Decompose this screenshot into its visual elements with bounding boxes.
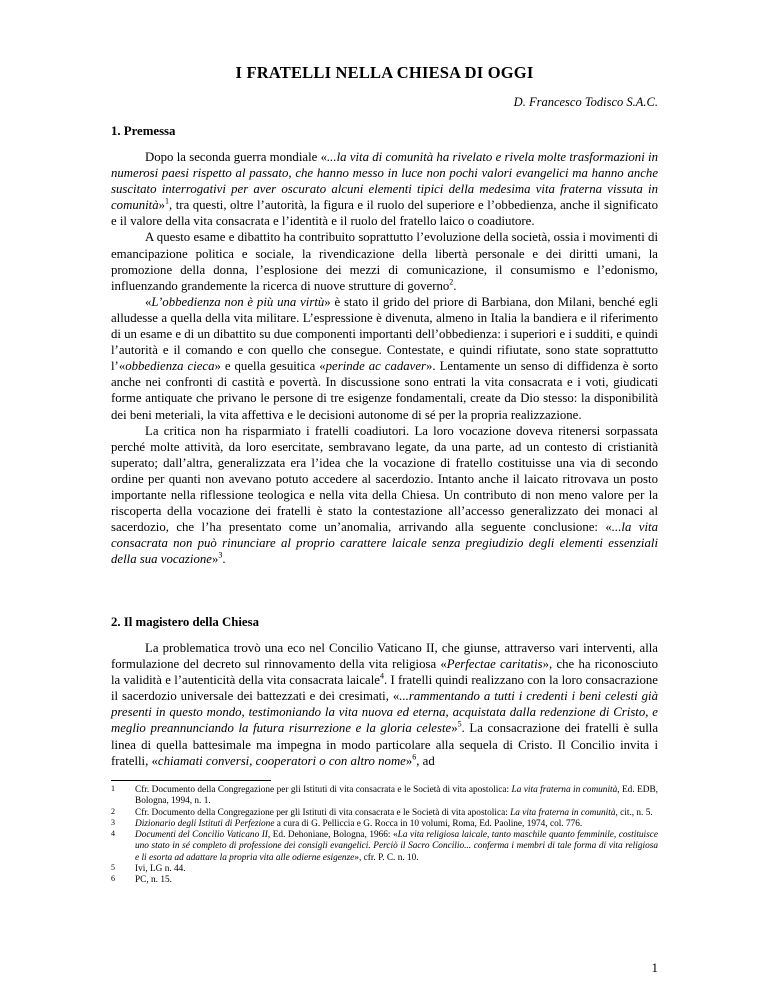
section-heading-magistero: 2. Il magistero della Chiesa	[111, 615, 259, 629]
footnote: 4 Documenti del Concilio Vaticano II, Ed. Dehoniane, Bologna, 1966: «La vita religiosa laicale, tanto maschile quanto femminile, costituisce uno stato in sé completo di professione dei consigli evangelici. Perciò il Sacro Concilio... conferma i membri di tale forma di vita religiosa e li esorta ad adattare la propria vita alle odierne esigenze», cfr. P. C. n. 10.	[111, 829, 658, 863]
section-heading-premessa: 1. Premessa	[111, 124, 176, 138]
paragraph: La critica non ha risparmiato i fratelli coadiutori. La loro vocazione doveva ritenersi sorpassata perché molte attività, da loro esercitate, sembravano legate, da una parte, ad un contesto di cristianità superato; dall’altra, generalizzata era l’idea che la vocazione di fratello costituisse una via di secondo ordine per quanti non avevano potuto accedere al sacerdozio. Intanto anche il laicato ritrovava un posto importante nella riflessione teologica e nella vita della Chiesa. Un contributo di non meno valore per la riscoperta della vocazione dei fratelli è stato la contestazione all’accesso generalizzato dei monaci al sacerdozio, che l’ha presentato come un’anomalia, arrivando alla seguente conclusione: «...la vita consacrata non può rinunciare al proprio carattere laicale senza pregiudizio degli elementi essenziali della sua vocazione»$^3$.	[111, 423, 658, 567]
page-number: 1	[651, 960, 658, 975]
section-magistero-body	[111, 640, 658, 769]
footnote: 3 Dizionario degli Istituti di Perfezione a cura di G. Pelliccia e G. Rocca in 10 volumi, Roma, Ed. Paoline, 1974, col. 776.	[111, 817, 583, 829]
footnote: 1 Cfr. Documento della Congregazione per gli Istituti di vita consacrata e le Società di vita apostolica: La vita fraterna in comunità, Ed. EDB, Bologna, 1994, n. 1.	[111, 784, 658, 807]
paragraph: Dopo la seconda guerra mondiale «...la vita di comunità ha rivelato e rivela molte trasformazioni in numerosi paesi rispetto al passato, che hanno messo in luce non pochi valori evangelici ma hanno anche suscitato interrogativi per aver oscurato alcuni elementi tipici della medesima vita fraterna vissuta in comunità»$^1$, tra questi, oltre l’autorità, la figura e il ruolo del superiore e l’obbedienza, anche il significato e il valore della vita consacrata e l’identità e il ruolo del fratello laico o coadiutore.	[111, 150, 658, 229]
paragraph: La problematica trovò una eco nel Concilio Vaticano II, che giunse, attraverso vari interventi, alla formulazione del decreto sul rinnovamento della vita religiosa «Perfectae caritatis», che ha riconosciuto la validità e l’autenticità della vita consacrata laicale$^4$. I fratelli quindi realizzano con la loro consacrazione il sacerdozio universale dei battezzati e dei cresimati, «...rammentando a tutti i credenti i beni celesti già presenti in questo mondo, testimoniando la vita nuova ed eterna, acquistata dalla redenzione di Cristo, e meglio preannunciando la futura risurrezione e la gloria celeste»$^5$. La consacrazione dei fratelli è sulla linea di quella battesimale ma impegna in modo particolare alla sequela di Cristo. Il Concilio invita i fratelli, «chiamati conversi, cooperatori o con altro nome»$^6$, ad	[111, 641, 659, 768]
footnote: 2 Cfr. Documento della Congregazione per gli Istituti di vita consacrata e le Società di vita apostolica: La vita fraterna in comunità, cit., n. 5.	[111, 806, 653, 818]
footnote-separator	[111, 780, 271, 781]
footnote: 6 PC, n. 15.	[111, 874, 172, 886]
section-premessa-body	[111, 149, 658, 567]
paragraph: A questo esame e dibattito ha contribuito soprattutto l’evoluzione della società, ossia i movimenti di emancipazione politica e sociale, la rivendicazione della libertà personale e dei diritti umani, la promozione della donna, l’esplosione dei mezzi di comunicazione, il consumismo e l’edonismo, influenzando grandemente la ricerca di nuove strutture di governo$^2$.	[111, 230, 658, 293]
paragraph: «L’obbedienza non è più una virtù» è stato il grido del priore di Barbiana, don Milani, benché egli alludesse a quella della vita militare. L’espressione è divenuta, almeno in Italia la bandiera e il riferimento di un esame e di un dibattito su due componenti importanti dell’obbedienza: i superiori e i sudditi, e quindi l’autorità e il comando e con quello che consegue. Contestate, e quindi rifiutate, sono state soprattutto l’«obbedienza cieca» e quella gesuitica «perinde ac cadaver». Lentamente un senso di diffidenza è sorto anche nei confronti di castità e povertà. In discussione sono entrati la vita consacrata e i voti, giudicati forme antiquate che privano le persone di tre esigenze fondamentali, create da Dio stesso: la disponibilità dei beni meteriali, la vita affettiva e le decisioni autonome di sé per la propria realizzazione.	[111, 294, 658, 422]
document-author: D. Francesco Todisco S.A.C.	[513, 95, 658, 109]
footnote: 5 Ivi, LG n. 44.	[111, 863, 186, 875]
footnotes	[111, 785, 658, 887]
document-title: I FRATELLI NELLA CHIESA DI OGGI	[235, 63, 534, 82]
